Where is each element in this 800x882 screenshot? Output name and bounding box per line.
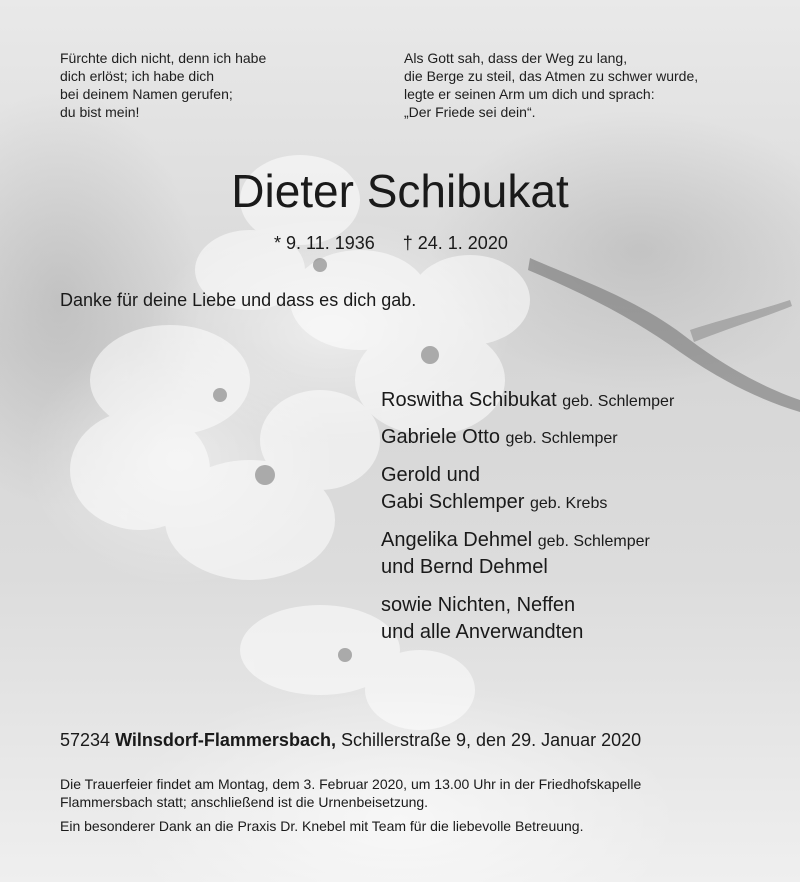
- twig-shape: [690, 300, 792, 342]
- stamen-shape: [313, 258, 327, 272]
- funeral-line: Die Trauerfeier findet am Montag, dem 3. Februar 2020, um 13.00 Uhr in der Friedhofskapelle: [60, 776, 642, 792]
- mourner-name: Gabi Schlemper: [381, 491, 525, 513]
- mourner-name: sowie Nichten, Neffen: [381, 594, 576, 616]
- stamen-shape: [255, 465, 275, 485]
- deceased-name: Dieter Schibukat: [231, 165, 569, 217]
- verse-line: bei deinem Namen gerufen;: [60, 86, 233, 102]
- verse-line: Als Gott sah, dass der Weg zu lang,: [404, 50, 628, 66]
- postcode: 57234: [60, 730, 111, 750]
- mourner-name: und alle Anverwandten: [381, 621, 584, 643]
- stamen-shape: [213, 388, 227, 402]
- mourner-entry: [381, 619, 583, 646]
- funeral-notice: [60, 775, 641, 811]
- mourner-name: Angelika Dehmel: [381, 529, 533, 551]
- verse-line: die Berge zu steil, das Atmen zu schwer wurde,: [404, 68, 699, 84]
- stamen-shape: [338, 648, 352, 662]
- mourner-name: Gabriele Otto: [381, 426, 500, 448]
- petal-shape: [365, 650, 475, 730]
- mourner-entry: [381, 424, 618, 452]
- address-line: [60, 728, 641, 752]
- death-date: † 24. 1. 2020: [402, 233, 508, 253]
- mourner-name: und Bernd Dehmel: [381, 556, 548, 578]
- verse-line: legte er seinen Arm um dich und sprach:: [404, 86, 655, 102]
- poem-verse: [404, 49, 698, 121]
- mourner-entry: [381, 489, 607, 517]
- stamen-shape: [421, 346, 439, 364]
- mourner-entry: [381, 387, 674, 415]
- birth-date: * 9. 11. 1936: [274, 233, 375, 253]
- maiden-name: geb. Krebs: [529, 495, 608, 512]
- maiden-name: geb. Schlemper: [562, 393, 675, 410]
- town: Wilnsdorf-Flammersbach,: [115, 730, 336, 750]
- mourner-entry: [381, 527, 650, 555]
- verse-line: dich erlöst; ich habe dich: [60, 68, 215, 84]
- mourner-name: Roswitha Schibukat: [381, 389, 557, 411]
- bible-verse: [60, 49, 266, 121]
- petal-shape: [355, 325, 505, 435]
- mourner-entry: [381, 592, 575, 619]
- verse-line: du bist mein!: [60, 104, 140, 120]
- funeral-line: Flammersbach statt; anschließend ist die Urnenbeisetzung.: [60, 794, 429, 810]
- maiden-name: geb. Schlemper: [505, 430, 618, 447]
- mourner-name: Gerold und: [381, 464, 480, 486]
- special-thanks: Ein besonderer Dank an die Praxis Dr. Knebel mit Team für die liebevolle Betreuung.: [60, 818, 584, 834]
- maiden-name: geb. Schlemper: [537, 533, 650, 550]
- mourner-entry: [381, 462, 480, 489]
- street-date: Schillerstraße 9, den 29. Januar 2020: [340, 730, 642, 750]
- mourner-entry: [381, 554, 548, 581]
- verse-line: „Der Friede sei dein“.: [404, 104, 536, 120]
- petal-shape: [260, 390, 380, 490]
- life-dates: [274, 232, 508, 254]
- thanks-line: Danke für deine Liebe und dass es dich gab.: [60, 290, 417, 310]
- verse-line: Fürchte dich nicht, denn ich habe: [60, 50, 267, 66]
